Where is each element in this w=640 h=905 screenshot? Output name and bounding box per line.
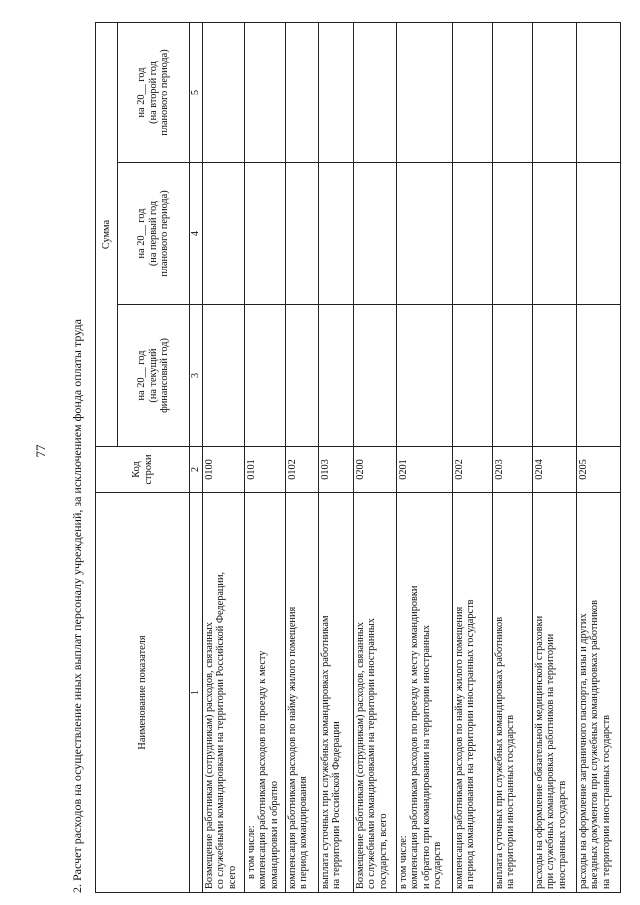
- row-label-line: при служебных командировках работников на территории: [545, 633, 556, 889]
- header-name: Наименование показателя: [96, 493, 190, 893]
- header-code-line: строки: [142, 454, 154, 485]
- row-label: [492, 493, 532, 893]
- value-cell[interactable]: [532, 163, 576, 305]
- row-code: 0205: [576, 447, 620, 493]
- row-label-line: иностранных государств: [556, 780, 568, 889]
- value-cell[interactable]: [244, 305, 285, 447]
- period-line: на 20__ год: [136, 350, 148, 401]
- row-code: 0203: [492, 447, 532, 493]
- row-code: 0103: [318, 447, 353, 493]
- value-cell[interactable]: [353, 163, 396, 305]
- value-cell[interactable]: [576, 23, 620, 163]
- table-row: [353, 23, 396, 893]
- row-label-line: компенсация работникам расходов по найму жилого помещения: [453, 606, 465, 889]
- row-label: [244, 493, 285, 893]
- value-cell[interactable]: [576, 163, 620, 305]
- value-cell[interactable]: [492, 23, 532, 163]
- row-label-line: компенсация работникам расходов по найму жилого помещения: [286, 606, 298, 889]
- row-label: [396, 493, 452, 893]
- row-code: 0201: [396, 447, 452, 493]
- row-label-line: выплата суточных при служебных командировках работников: [493, 616, 505, 889]
- row-code: 0101: [244, 447, 285, 493]
- row-label-line: выездных документов при служебных командировках работников: [589, 600, 600, 889]
- value-cell[interactable]: [202, 163, 244, 305]
- column-number: 1: [190, 493, 203, 893]
- row-label: [353, 493, 396, 893]
- value-cell[interactable]: [318, 305, 353, 447]
- value-cell[interactable]: [396, 23, 452, 163]
- column-number: 3: [190, 305, 203, 447]
- row-label: [202, 493, 244, 893]
- value-cell[interactable]: [202, 305, 244, 447]
- row-code: 0100: [202, 447, 244, 493]
- value-cell[interactable]: [492, 305, 532, 447]
- row-label: [285, 493, 318, 893]
- value-cell[interactable]: [202, 23, 244, 163]
- row-label-line: командировки и обратно: [268, 780, 280, 889]
- value-cell[interactable]: [353, 305, 396, 447]
- row-code: 0202: [452, 447, 492, 493]
- row-label-line: на территории Российской Федерации: [331, 721, 342, 889]
- row-label-line: компенсация работникам расходов по проезду к месту командировки: [409, 585, 420, 889]
- row-label-line: расходы на оформление заграничного паспорта, визы и других: [577, 613, 589, 889]
- column-number: 2: [190, 447, 203, 493]
- period-line: планового периода): [159, 49, 171, 136]
- value-cell[interactable]: [353, 23, 396, 163]
- row-label: [576, 493, 620, 893]
- header-period-first: [118, 163, 190, 305]
- table-row: [244, 23, 285, 893]
- value-cell[interactable]: [396, 163, 452, 305]
- row-label-line: государств: [432, 841, 443, 889]
- row-label-line: Возмещение работникам (сотрудникам) расходов, связанных: [203, 622, 215, 889]
- row-code: 0200: [353, 447, 396, 493]
- table-row: [396, 23, 452, 893]
- row-label-line: в период командирования на территории иностранных государств: [465, 599, 476, 889]
- period-line: планового периода): [159, 190, 171, 277]
- value-cell[interactable]: [244, 23, 285, 163]
- row-label-line: в том числе:: [397, 835, 409, 889]
- value-cell[interactable]: [396, 305, 452, 447]
- header-code: [96, 447, 190, 493]
- row-label-line: со служебными командировками на территории иностранных: [366, 618, 377, 889]
- table-row: [202, 23, 244, 893]
- value-cell[interactable]: [452, 305, 492, 447]
- page-number: 77: [33, 444, 48, 458]
- table-row: [532, 23, 576, 893]
- value-cell[interactable]: [285, 305, 318, 447]
- row-code: 0102: [285, 447, 318, 493]
- column-numbers-row: [190, 23, 203, 893]
- table-row: [492, 23, 532, 893]
- row-label-line: Возмещение работникам (сотрудникам) расходов, связанных: [354, 622, 366, 889]
- value-cell[interactable]: [452, 163, 492, 305]
- row-label: [532, 493, 576, 893]
- row-label-line: расходы на оформление обязательной медицинской страховки: [533, 615, 545, 889]
- table-row: [576, 23, 620, 893]
- expenses-table: [95, 22, 621, 893]
- row-label-line: выплата суточных при служебных командировках работникам: [319, 615, 331, 889]
- row-label-line: на территории иностранных государств: [505, 715, 516, 889]
- row-label-line: всего: [226, 865, 238, 889]
- value-cell[interactable]: [532, 23, 576, 163]
- column-number: 4: [190, 163, 203, 305]
- row-label-line: на территории иностранных государств: [600, 715, 612, 889]
- table-row: [452, 23, 492, 893]
- value-cell[interactable]: [452, 23, 492, 163]
- period-line: (на второй год: [147, 61, 159, 124]
- value-cell[interactable]: [285, 163, 318, 305]
- period-line: (на текущий: [147, 348, 159, 403]
- value-cell[interactable]: [244, 163, 285, 305]
- row-label-line: компенсация работникам расходов по проезду к месту: [257, 650, 268, 889]
- row-label-line: в период командирования: [298, 776, 309, 889]
- value-cell[interactable]: [318, 23, 353, 163]
- value-cell[interactable]: [285, 23, 318, 163]
- column-number: 5: [190, 23, 203, 163]
- value-cell[interactable]: [576, 305, 620, 447]
- row-code: 0204: [532, 447, 576, 493]
- header-sum: Сумма: [96, 23, 118, 447]
- header-code-line: Код: [131, 461, 142, 478]
- row-label: [452, 493, 492, 893]
- section-heading: 2. Расчет расходов на осуществление иных выплат персоналу учреждений, за исключением фонда оплаты труда: [70, 319, 84, 893]
- header-period-second: [118, 23, 190, 163]
- row-label: [318, 493, 353, 893]
- row-label-line: государств, всего: [377, 813, 389, 889]
- value-cell[interactable]: [318, 163, 353, 305]
- table-row: [318, 23, 353, 893]
- period-line: финансовый год): [159, 338, 171, 413]
- table-row: [285, 23, 318, 893]
- row-label-line: со служебными командировками на территории Российской Федерации,: [215, 571, 226, 889]
- value-cell[interactable]: [492, 163, 532, 305]
- header-period-current: [118, 305, 190, 447]
- period-line: (на первый год: [147, 200, 159, 267]
- value-cell[interactable]: [532, 305, 576, 447]
- period-line: на 20__ год: [136, 67, 148, 118]
- period-line: на 20__ год: [136, 208, 148, 259]
- row-label-line: и обратно при командировании на территории иностранных: [420, 624, 432, 889]
- row-label-line: в том числе:: [245, 825, 257, 879]
